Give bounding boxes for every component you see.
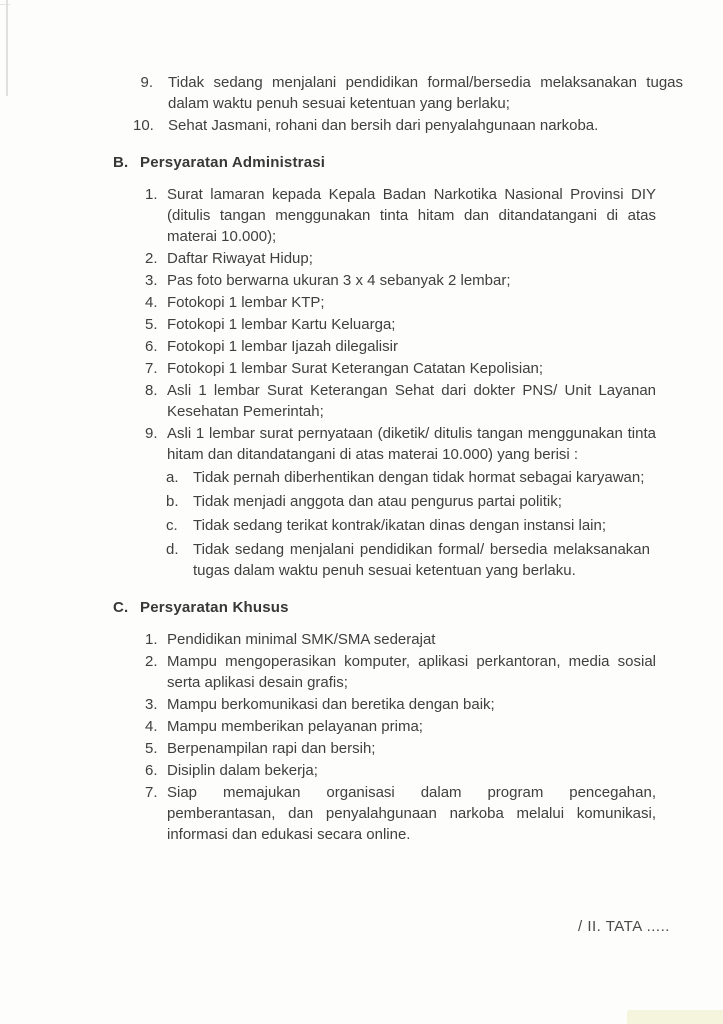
item-text: Sehat Jasmani, rohani dan bersih dari penyalahgunaan narkoba. (168, 117, 599, 134)
item-marker: 9. (140, 74, 153, 91)
item-text: Mampu berkomunikasi dan beretika dengan baik; (167, 696, 495, 713)
section-title: Persyaratan Administrasi (140, 154, 326, 171)
section-heading-b (113, 152, 723, 173)
item-text: Pas foto berwarna ukuran 3 x 4 sebanyak 2 lembar; (167, 272, 511, 289)
subitem-marker: a. (166, 469, 179, 486)
item-marker: 6. (145, 762, 158, 779)
continuation-marker: / II. TATA ..... (578, 918, 670, 935)
list-item (145, 651, 656, 693)
list-subitem (166, 491, 650, 512)
item-text: Fotokopi 1 lembar KTP; (167, 294, 325, 311)
item-marker: 1. (145, 631, 158, 648)
scan-edge-artifact-top (0, 4, 10, 5)
item-text: Fotokopi 1 lembar Surat Keterangan Catatan Kepolisian; (167, 360, 544, 377)
section-heading-c (113, 597, 723, 618)
list-item (145, 358, 656, 379)
list-item (145, 184, 656, 247)
item-text: Siap memajukan organisasi dalam program pencegahan, pemberantasan, dan penyalahgunaan narkoba melalui komunikasi, informasi dan edukasi secara online. (167, 784, 656, 843)
section-marker: C. (113, 599, 129, 616)
item-text: Asli 1 lembar surat pernyataan (diketik/ ditulis tangan menggunakan tinta hitam dan ditandatangani di atas materai 10.000) yang berisi : (167, 425, 656, 463)
item-marker: 3. (145, 272, 158, 289)
item-text: Asli 1 lembar Surat Keterangan Sehat dari dokter PNS/ Unit Layanan Kesehatan Pemerintah; (167, 382, 656, 420)
scan-corner-stain (627, 1010, 723, 1024)
item-marker: 9. (145, 425, 158, 442)
scan-edge-artifact-left (6, 0, 8, 96)
list-item (145, 336, 656, 357)
list-item (145, 314, 656, 335)
subitem-text: Tidak sedang terikat kontrak/ikatan dinas dengan instansi lain; (193, 517, 607, 534)
item-text: Fotokopi 1 lembar Kartu Keluarga; (167, 316, 396, 333)
list-item (133, 72, 683, 114)
intro-list (133, 72, 683, 136)
item-marker: 4. (145, 294, 158, 311)
list-item (145, 760, 656, 781)
section-b-sublist (166, 467, 650, 581)
item-text: Disiplin dalam bekerja; (167, 762, 318, 779)
item-marker: 5. (145, 316, 158, 333)
item-marker: 1. (145, 186, 158, 203)
subitem-marker: c. (166, 517, 178, 534)
item-marker: 3. (145, 696, 158, 713)
item-marker: 6. (145, 338, 158, 355)
subitem-marker: b. (166, 493, 179, 510)
section-c-list (145, 629, 656, 845)
list-item (145, 694, 656, 715)
list-item (145, 423, 656, 465)
subitem-text: Tidak sedang menjalani pendidikan formal/ bersedia melaksanakan tugas dalam waktu penuh sesuai ketentuan yang berlaku. (193, 541, 650, 579)
list-item (145, 380, 656, 422)
list-subitem (166, 467, 650, 488)
list-item (145, 248, 656, 269)
list-item (145, 738, 656, 759)
item-text: Fotokopi 1 lembar Ijazah dilegalisir (167, 338, 398, 355)
item-text: Mampu mengoperasikan komputer, aplikasi perkantoran, media sosial serta aplikasi desain grafis; (167, 653, 656, 691)
subitem-marker: d. (166, 541, 179, 558)
item-marker: 7. (145, 360, 158, 377)
list-item (133, 115, 683, 136)
section-marker: B. (113, 154, 129, 171)
item-marker: 2. (145, 250, 158, 267)
item-text: Daftar Riwayat Hidup; (167, 250, 313, 267)
list-item (145, 716, 656, 737)
item-text: Tidak sedang menjalani pendidikan formal/bersedia melaksanakan tugas dalam waktu penuh sesuai ketentuan yang berlaku; (168, 74, 683, 112)
list-item (145, 292, 656, 313)
list-item (145, 629, 656, 650)
section-title: Persyaratan Khusus (140, 599, 289, 616)
item-marker: 10. (133, 117, 154, 134)
list-subitem (166, 539, 650, 581)
item-marker: 5. (145, 740, 158, 757)
item-text: Surat lamaran kepada Kepala Badan Narkotika Nasional Provinsi DIY (ditulis tangan menggunakan tinta hitam dan ditandatangani di atas materai 10.000); (167, 186, 656, 245)
list-subitem (166, 515, 650, 536)
list-item (145, 782, 656, 845)
list-item (145, 270, 656, 291)
item-marker: 8. (145, 382, 158, 399)
subitem-text: Tidak pernah diberhentikan dengan tidak hormat sebagai karyawan; (193, 469, 645, 486)
item-text: Pendidikan minimal SMK/SMA sederajat (167, 631, 436, 648)
item-text: Mampu memberikan pelayanan prima; (167, 718, 423, 735)
item-marker: 7. (145, 784, 158, 801)
item-marker: 2. (145, 653, 158, 670)
item-marker: 4. (145, 718, 158, 735)
item-text: Berpenampilan rapi dan bersih; (167, 740, 376, 757)
subitem-text: Tidak menjadi anggota dan atau pengurus partai politik; (193, 493, 562, 510)
section-b-list (145, 184, 656, 465)
